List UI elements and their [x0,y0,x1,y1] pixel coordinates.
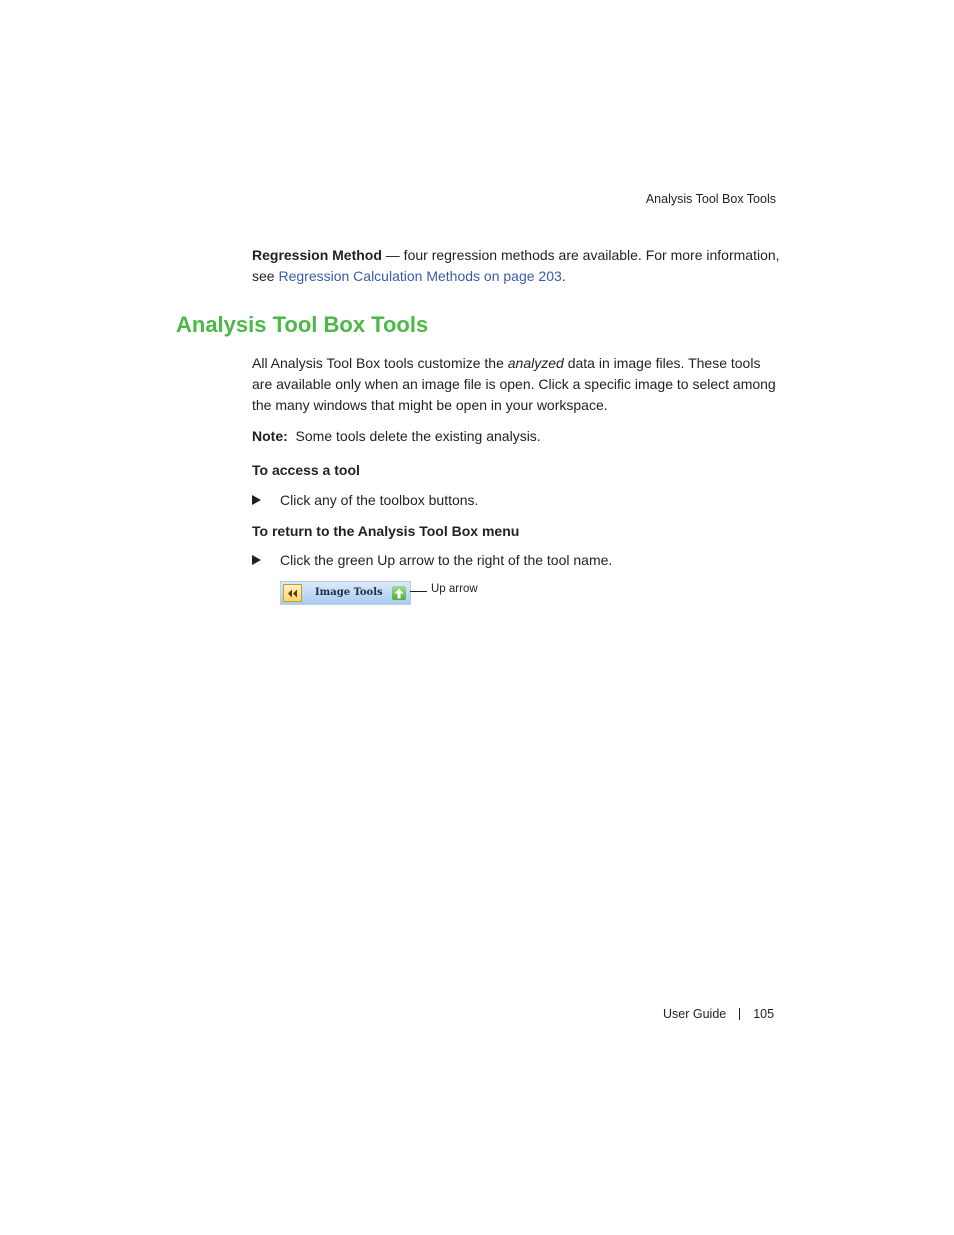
callout-leader-line [410,591,427,592]
page-footer [663,1006,774,1022]
image-tools-toolbar-figure [280,581,411,605]
note-paragraph [252,426,782,447]
note-text: Some tools delete the existing analysis. [287,428,541,444]
regression-method-paragraph [252,245,782,287]
bullet-triangle-icon [252,495,261,505]
intro-text-2: data in image files. These tools are available only when an image file is open. Click a specific image to select among the many windows that might be open in your workspace. [252,355,776,413]
intro-paragraph [252,353,782,416]
intro-italic: analyzed [507,355,564,371]
running-header: Analysis Tool Box Tools [645,192,776,206]
step-text: Click any of the toolbox buttons. [280,492,479,508]
intro-text-1: All Analysis Tool Box tools customize the [252,355,508,371]
note-label: Note: [252,428,288,444]
footer-guide-title: User Guide [663,1007,727,1021]
page-number: 105 [753,1007,775,1021]
footer-separator [739,1008,740,1020]
double-chevron-left-icon [287,589,298,598]
procedure-step-access [252,490,478,510]
regression-calculation-link[interactable]: Regression Calculation Methods on page 203 [278,268,562,284]
back-button[interactable] [283,584,302,602]
regression-method-term: Regression Method [252,247,382,263]
procedure-title-return: To return to the Analysis Tool Box menu [252,523,520,539]
up-arrow-button[interactable] [392,586,406,600]
regression-method-text: — four regression methods are available. For more information, see [252,247,780,284]
section-heading: Analysis Tool Box Tools [176,312,429,337]
procedure-step-return [252,550,612,570]
bullet-triangle-icon [252,555,261,565]
tool-name-label: Image Tools [315,587,383,598]
regression-method-period: . [561,268,566,284]
up-arrow-icon [394,588,404,599]
procedure-title-access: To access a tool [252,462,360,478]
step-text: Click the green Up arrow to the right of the tool name. [280,552,613,568]
up-arrow-callout: Up arrow [431,583,478,595]
